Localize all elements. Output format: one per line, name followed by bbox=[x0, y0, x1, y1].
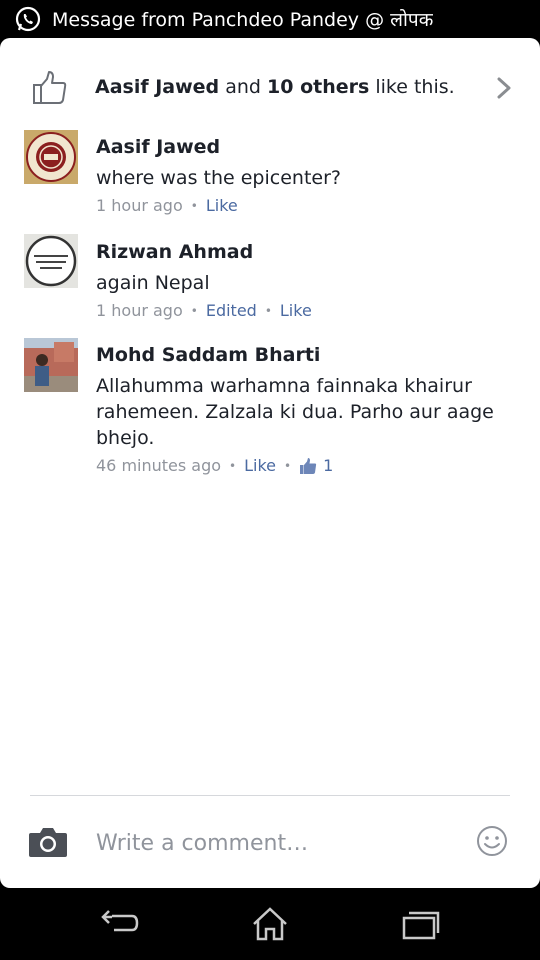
comment-composer bbox=[0, 808, 540, 878]
whatsapp-icon bbox=[14, 5, 42, 33]
comment-text: again Nepal bbox=[96, 272, 210, 294]
likes-others: 10 others bbox=[267, 76, 370, 98]
comment-author[interactable]: Rizwan Ahmad bbox=[96, 241, 254, 263]
comments-card bbox=[0, 38, 540, 888]
circle-text-avatar-image bbox=[24, 234, 78, 288]
camera-icon[interactable] bbox=[28, 826, 68, 858]
comment-time: 1 hour ago bbox=[96, 301, 183, 320]
like-count-icon bbox=[299, 457, 317, 475]
avatar[interactable] bbox=[24, 234, 78, 288]
recent-apps-icon[interactable] bbox=[400, 906, 440, 942]
comment-author[interactable]: Aasif Jawed bbox=[96, 136, 221, 158]
separator-dot: • bbox=[229, 459, 237, 473]
status-bar bbox=[0, 0, 540, 38]
comment-text: Allahumma warhamna fainnaka khairur rahemeen. Zalzala ki dua. Parho aur aage bhejo. bbox=[96, 375, 494, 449]
avatar[interactable] bbox=[24, 338, 78, 392]
navigation-bar bbox=[0, 888, 540, 960]
emoji-icon[interactable] bbox=[476, 825, 508, 857]
comment-input[interactable] bbox=[96, 826, 456, 860]
home-icon[interactable] bbox=[250, 906, 290, 942]
divider bbox=[30, 795, 510, 796]
comment-time: 46 minutes ago bbox=[96, 456, 222, 475]
separator-dot: • bbox=[190, 304, 198, 318]
likes-suffix: like this. bbox=[375, 76, 455, 98]
separator-dot: • bbox=[190, 199, 198, 213]
edited-link[interactable]: Edited bbox=[205, 301, 257, 320]
person-photo-avatar-image bbox=[24, 338, 78, 392]
like-link[interactable]: Like bbox=[244, 456, 277, 475]
likes-summary[interactable] bbox=[0, 38, 540, 130]
comment-meta bbox=[96, 455, 516, 477]
comment-time: 1 hour ago bbox=[96, 196, 183, 215]
thumbs-up-icon bbox=[32, 70, 68, 106]
notification-title[interactable]: Message from Panchdeo Pandey @ लोपक bbox=[52, 9, 434, 31]
comment-meta bbox=[96, 195, 516, 217]
like-count[interactable]: 1 bbox=[323, 456, 334, 475]
like-link[interactable]: Like bbox=[279, 301, 312, 320]
comment-author[interactable]: Mohd Saddam Bharti bbox=[96, 344, 321, 366]
chevron-right-icon[interactable] bbox=[494, 76, 514, 100]
like-link[interactable]: Like bbox=[205, 196, 238, 215]
likes-first-name: Aasif Jawed bbox=[95, 76, 220, 98]
likes-and: and bbox=[225, 76, 261, 98]
likes-summary-text bbox=[95, 76, 455, 98]
separator-dot: • bbox=[264, 304, 272, 318]
comment-meta bbox=[96, 300, 516, 322]
avatar[interactable] bbox=[24, 130, 78, 184]
separator-dot: • bbox=[284, 459, 292, 473]
seal-avatar-image bbox=[24, 130, 78, 184]
comment-text: where was the epicenter? bbox=[96, 167, 341, 189]
back-icon[interactable] bbox=[100, 906, 140, 942]
